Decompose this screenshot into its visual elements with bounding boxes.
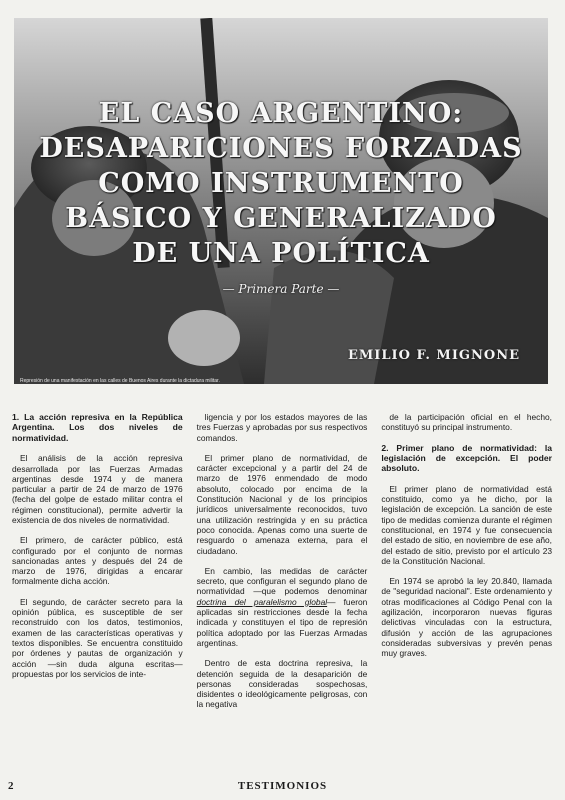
paragraph: El primero, de carácter público, está configurado por el conjunto de normas sancionadas antes y después del 24 de marzo de 1976, dirigidas a encarar formalmente dicha acción.	[12, 535, 183, 587]
paragraph: El primer plano de normatividad está constituido, como ya he dicho, por la legislación de excepción. La sanción de este tipo de medidas comienza durante el régimen constitucional, en 1974 y fue consecuencia del estado de sitio, en noviembre de ese año, del estado de sitio, previsto por el artículo 23 de la Constitución Nacional.	[381, 483, 553, 566]
article-title	[14, 96, 548, 271]
page-number: 2	[8, 780, 14, 792]
title-line-1: EL CASO ARGENTINO:	[98, 98, 464, 129]
paragraph: ligencia y por los estados mayores de las tres Fuerzas y aprobadas por sus respectivos comandos.	[196, 412, 368, 443]
paragraph	[197, 566, 368, 648]
emphasized-term: doctrina del paralelismo global	[196, 596, 328, 607]
article-body	[12, 412, 552, 767]
paragraph: Dentro de esta doctrina represiva, la detención seguida de la desaparición de personas consideradas sospechosas, disidentes o ideológicamente peligrosas, con la negativa	[196, 658, 368, 710]
text-column-2	[197, 412, 368, 767]
article-subtitle: — Primera Parte —	[222, 282, 340, 296]
paragraph: El segundo, de carácter secreto para la opinión pública, es susceptible de ser reconstruido con los datos, testimonios, examen de las características operativas y textos disponibles. Se encuentra constituido por órdenes y pautas de organización y acción —sin duda alguna escritas— propuestas por los servicios de inte-	[12, 596, 183, 679]
paragraph: El análisis de la acción represiva desarrollada por las Fuerzas Armadas argentinas desde 1974 y de manera particular a partir de 24 de marzo de 1976 (fecha del golpe de estado militar contra el régimen constitucional), permite advertir la existencia de dos niveles de normatividad.	[12, 453, 183, 525]
text-column-3	[381, 412, 552, 767]
title-line-3: COMO INSTRUMENTO	[98, 168, 464, 199]
paragraph-text: En cambio, las medidas de carácter secreto, que configuran el segundo plano de normatividad —que podemos denominar	[196, 565, 368, 597]
title-line-4: BÁSICO Y GENERALIZADO	[65, 203, 497, 234]
hero-photo-banner	[14, 18, 548, 384]
paragraph: El primer plano de normatividad, de carácter excepcional y a partir del 24 de marzo de 1976 enmendado de modo absoluto, colocado por encima de la Constitución Nacional y de los principios jurídicos universalmente reconocidos, tuvo una utilización restringida y en su práctica poco conocida. Apenas como una suerte de resguardo o amenaza externa, para el ciudadano.	[196, 452, 368, 556]
publication-name: TESTIMONIOS	[237, 780, 328, 792]
title-line-5: DE UNA POLÍTICA	[132, 238, 430, 269]
paragraph: En 1974 se aprobó la ley 20.840, llamada de "seguridad nacional". Este ordenamiento y otras modificaciones al Código Penal con la agilización, incorporaron nuevas figuras delictivas vinculadas con la estructura, difusión y acción de las agrupaciones consideradas subversivas y prevén penas muy graves.	[381, 576, 553, 659]
author-name: EMILIO F. MIGNONE	[348, 348, 520, 363]
paragraph-text: — fueron aplicadas sin restricciones desde la fecha indicada y constituyen el tipo de represión política adoptado por las Fuerzas Armadas argentinas.	[196, 596, 368, 648]
title-line-2: DESAPARICIONES FORZADAS	[39, 133, 523, 164]
section-heading: 1. La acción represiva en la República Argentina. Los dos niveles de normatividad.	[12, 412, 183, 443]
paragraph: de la participación oficial en el hecho, constituyó su principal instrumento.	[381, 412, 553, 433]
photo-caption: Represión de una manifestación en las calles de Buenos Aires durante la dictadura militar.	[20, 378, 220, 384]
text-column-1	[12, 412, 183, 767]
section-heading: 2. Primer plano de normatividad: la legislación de excepción. El poder absoluto.	[381, 442, 553, 474]
